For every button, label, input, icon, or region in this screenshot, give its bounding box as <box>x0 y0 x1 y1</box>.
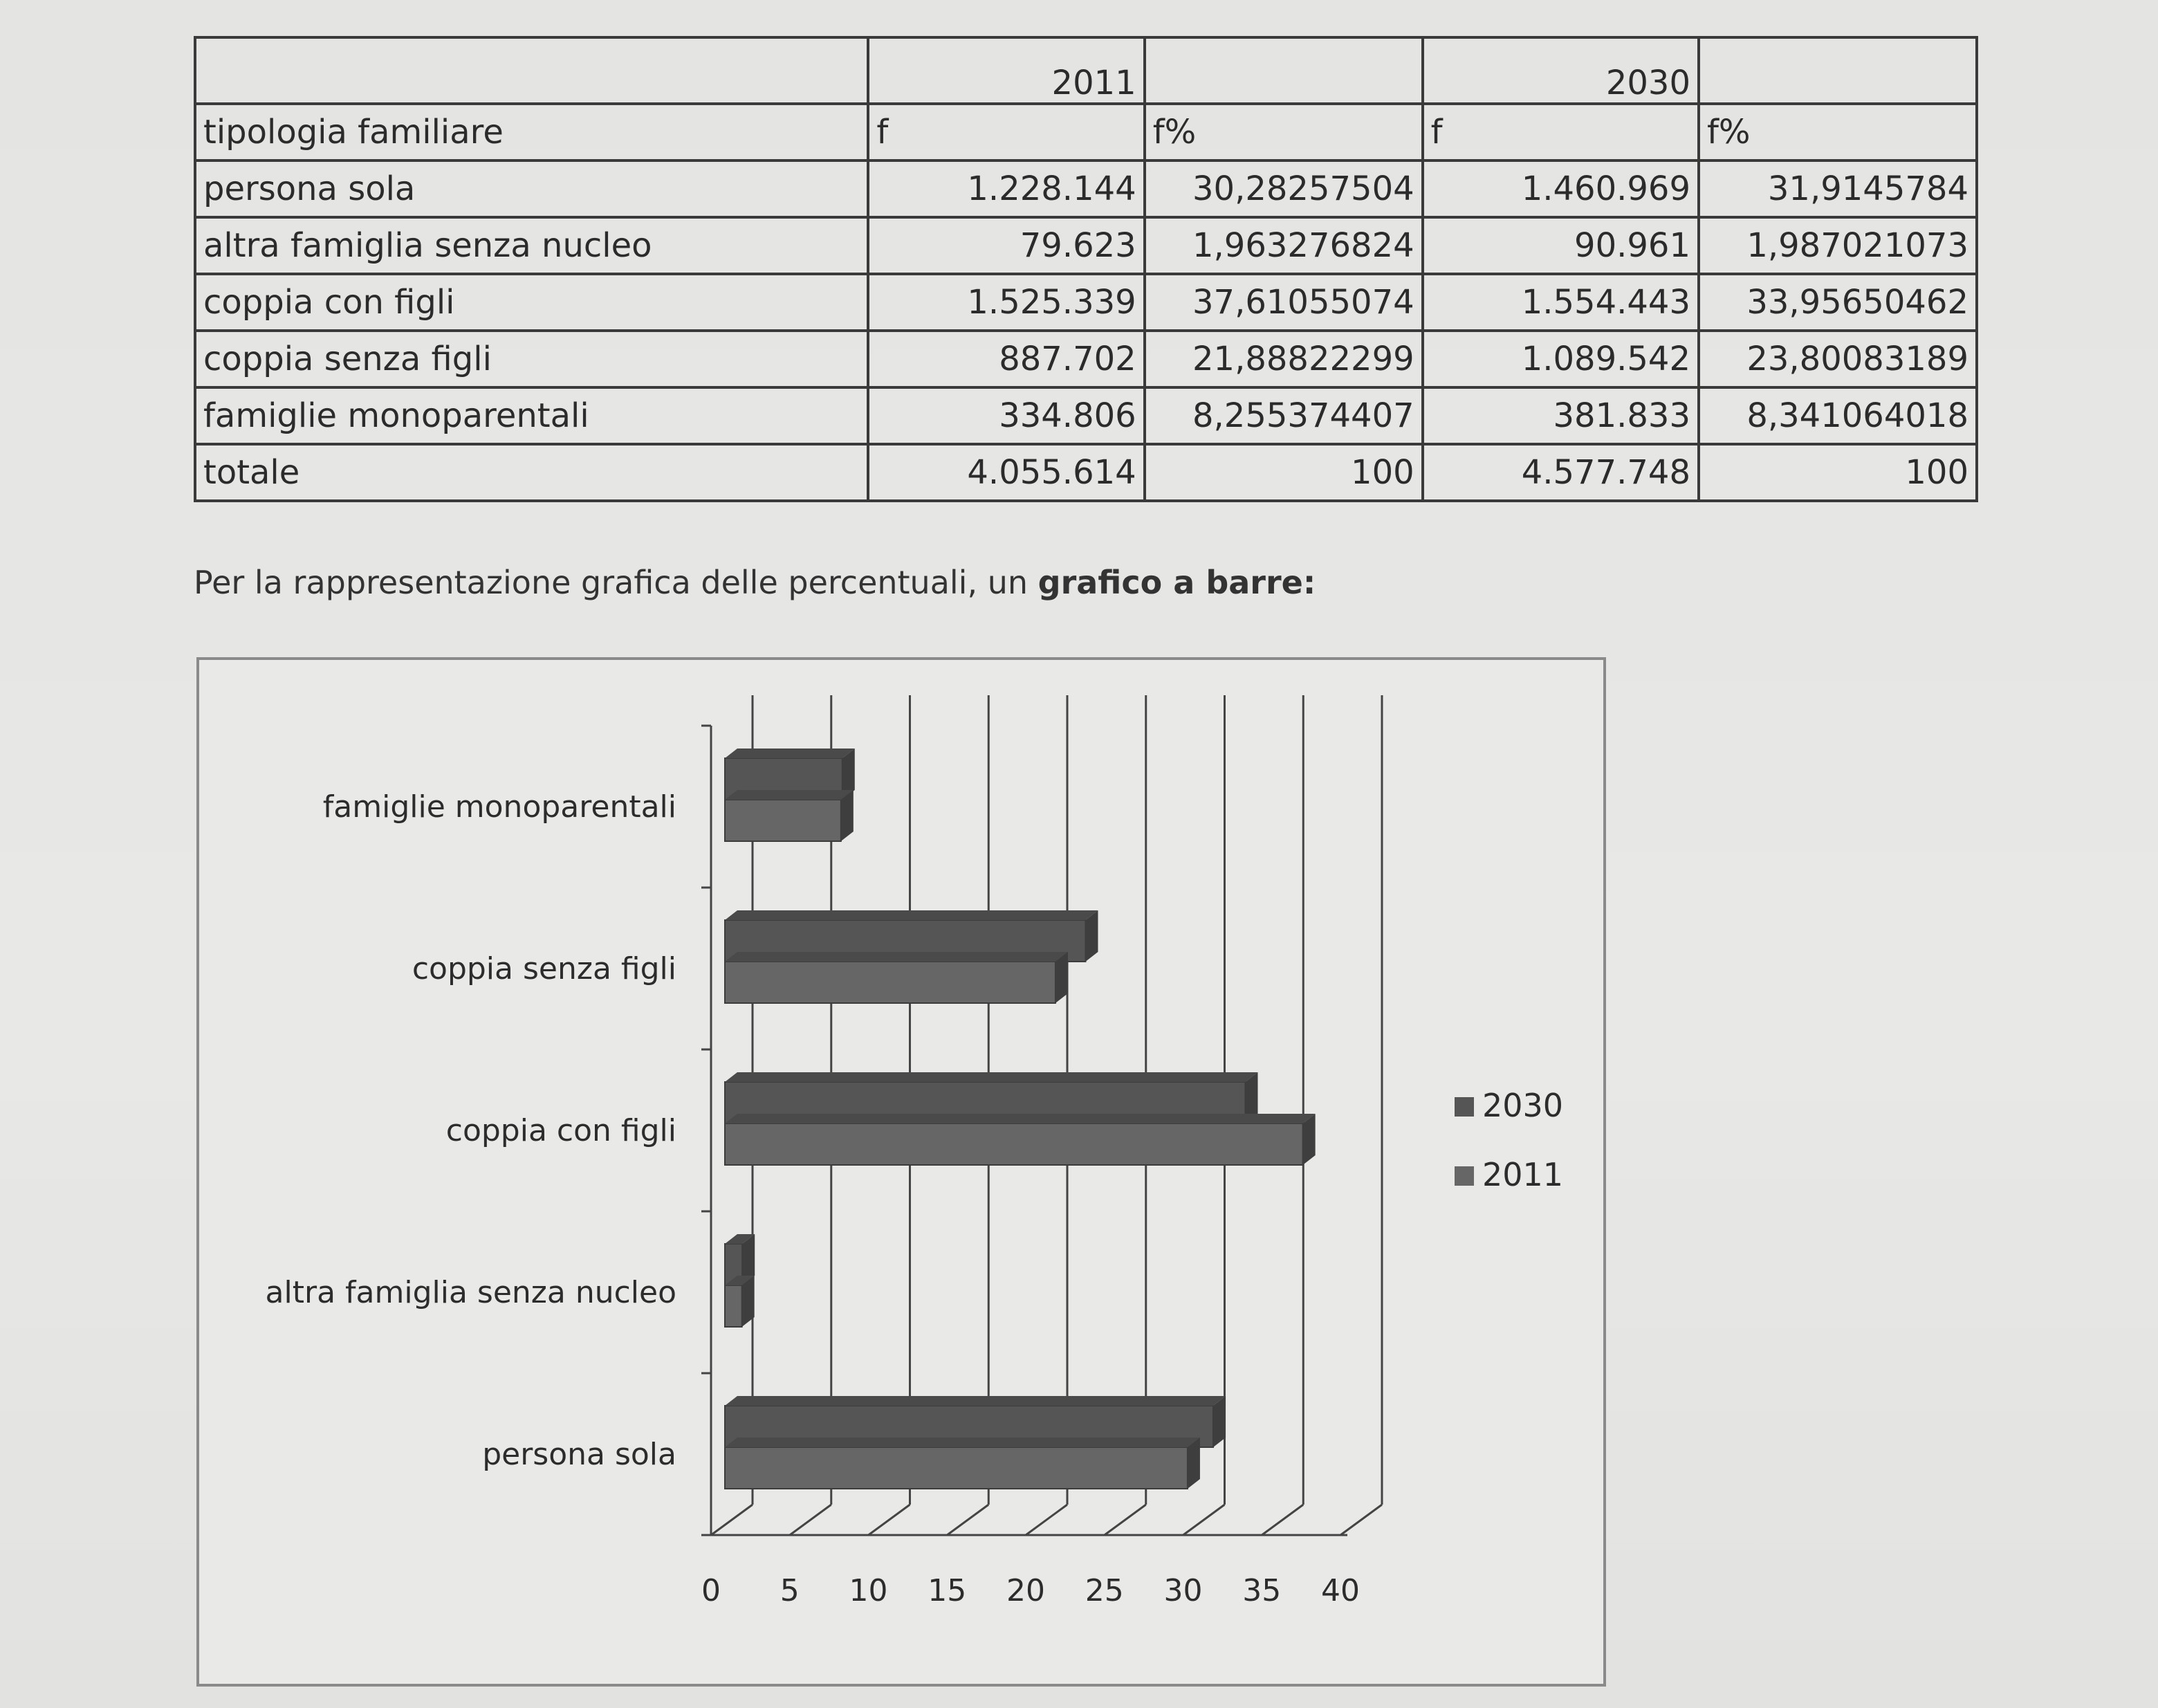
bar-top-face <box>725 749 855 758</box>
floor-gridline <box>711 1505 753 1535</box>
year-header-2011: 2011 <box>868 37 1144 104</box>
subheader-row <box>195 104 1977 160</box>
table-row <box>195 217 1977 274</box>
bar <box>725 962 1055 1003</box>
bar <box>725 1285 742 1327</box>
table-cell: 1.460.969 <box>1423 160 1699 217</box>
category-label: persona sola <box>482 1437 676 1472</box>
legend-label: 2011 <box>1482 1156 1564 1193</box>
table-cell: 79.623 <box>868 217 1144 274</box>
table-cell: 21,88822299 <box>1145 331 1423 387</box>
column-header: f% <box>1145 104 1423 160</box>
corner-cell <box>195 37 868 104</box>
empty-header-cell <box>1145 37 1423 104</box>
x-tick-label: 25 <box>1085 1573 1124 1608</box>
floor-gridline <box>1026 1505 1067 1535</box>
category-label: famiglie monoparentali <box>322 789 676 825</box>
bar-chart <box>199 660 1603 1684</box>
category-label: coppia senza figli <box>412 951 676 986</box>
bar <box>725 800 841 841</box>
row-label: totale <box>195 444 868 501</box>
x-tick-label: 0 <box>701 1573 721 1608</box>
category-label: altra famiglia senza nucleo <box>265 1275 676 1310</box>
table-row <box>195 331 1977 387</box>
table-cell: 1.089.542 <box>1423 331 1699 387</box>
table-cell: 1.228.144 <box>868 160 1144 217</box>
table-cell: 1,963276824 <box>1145 217 1423 274</box>
floor-gridline <box>869 1505 910 1535</box>
x-tick-label: 10 <box>849 1573 888 1608</box>
table-cell: 100 <box>1699 444 1977 501</box>
floor-gridline <box>1105 1505 1146 1535</box>
x-tick-label: 40 <box>1321 1573 1360 1608</box>
table-cell: 887.702 <box>868 331 1144 387</box>
row-label: persona sola <box>195 160 868 217</box>
year-header-row <box>195 37 1977 104</box>
bar-top-face <box>725 1438 1200 1447</box>
chart-caption <box>194 564 1316 601</box>
table-row <box>195 387 1977 444</box>
legend-swatch <box>1455 1097 1474 1117</box>
table-cell: 1.554.443 <box>1423 274 1699 331</box>
caption-suffix: : <box>1302 564 1316 601</box>
x-tick-label: 15 <box>928 1573 967 1608</box>
table-row <box>195 274 1977 331</box>
table-cell: 4.055.614 <box>868 444 1144 501</box>
bar-top-face <box>725 952 1068 962</box>
x-tick-label: 5 <box>780 1573 800 1608</box>
row-label: coppia con figli <box>195 274 868 331</box>
chart-frame <box>196 657 1606 1687</box>
table-cell: 37,61055074 <box>1145 274 1423 331</box>
year-header-2030: 2030 <box>1423 37 1699 104</box>
x-tick-label: 20 <box>1006 1573 1045 1608</box>
table-cell: 381.833 <box>1423 387 1699 444</box>
column-header: f <box>1423 104 1699 160</box>
household-table <box>194 36 1978 502</box>
floor-gridline <box>790 1505 831 1535</box>
table-cell: 31,9145784 <box>1699 160 1977 217</box>
bar-top-face <box>725 910 1098 920</box>
floor-gridline <box>1340 1505 1382 1535</box>
table-cell: 100 <box>1145 444 1423 501</box>
row-label: famiglie monoparentali <box>195 387 868 444</box>
floor-gridline <box>1262 1505 1303 1535</box>
bar <box>725 1447 1188 1489</box>
category-label: coppia con figli <box>445 1113 676 1148</box>
bar <box>725 1123 1303 1165</box>
table-cell: 23,80083189 <box>1699 331 1977 387</box>
column-header: tipologia familiare <box>195 104 868 160</box>
bar-top-face <box>725 1396 1226 1406</box>
bar-top-face <box>725 790 854 800</box>
total-row <box>195 444 1977 501</box>
x-tick-label: 30 <box>1163 1573 1203 1608</box>
table-cell: 8,255374407 <box>1145 387 1423 444</box>
legend-label: 2030 <box>1482 1087 1564 1124</box>
table-cell: 8,341064018 <box>1699 387 1977 444</box>
caption-text: Per la rappresentazione grafica delle percentuali, un <box>194 564 1038 601</box>
caption-bold-text: grafico a barre <box>1038 564 1303 601</box>
floor-gridline <box>947 1505 988 1535</box>
table-cell: 33,95650462 <box>1699 274 1977 331</box>
bar-top-face <box>725 1072 1258 1082</box>
x-tick-label: 35 <box>1242 1573 1282 1608</box>
table-cell: 1.525.339 <box>868 274 1144 331</box>
row-label: coppia senza figli <box>195 331 868 387</box>
floor-gridline <box>1183 1505 1225 1535</box>
table-cell: 30,28257504 <box>1145 160 1423 217</box>
empty-header-cell <box>1699 37 1977 104</box>
bar-top-face <box>725 1114 1316 1123</box>
row-label: altra famiglia senza nucleo <box>195 217 868 274</box>
column-header: f% <box>1699 104 1977 160</box>
table-cell: 334.806 <box>868 387 1144 444</box>
column-header: f <box>868 104 1144 160</box>
table-cell: 1,987021073 <box>1699 217 1977 274</box>
legend-swatch <box>1455 1166 1474 1186</box>
table-cell: 90.961 <box>1423 217 1699 274</box>
table-cell: 4.577.748 <box>1423 444 1699 501</box>
table-row <box>195 160 1977 217</box>
